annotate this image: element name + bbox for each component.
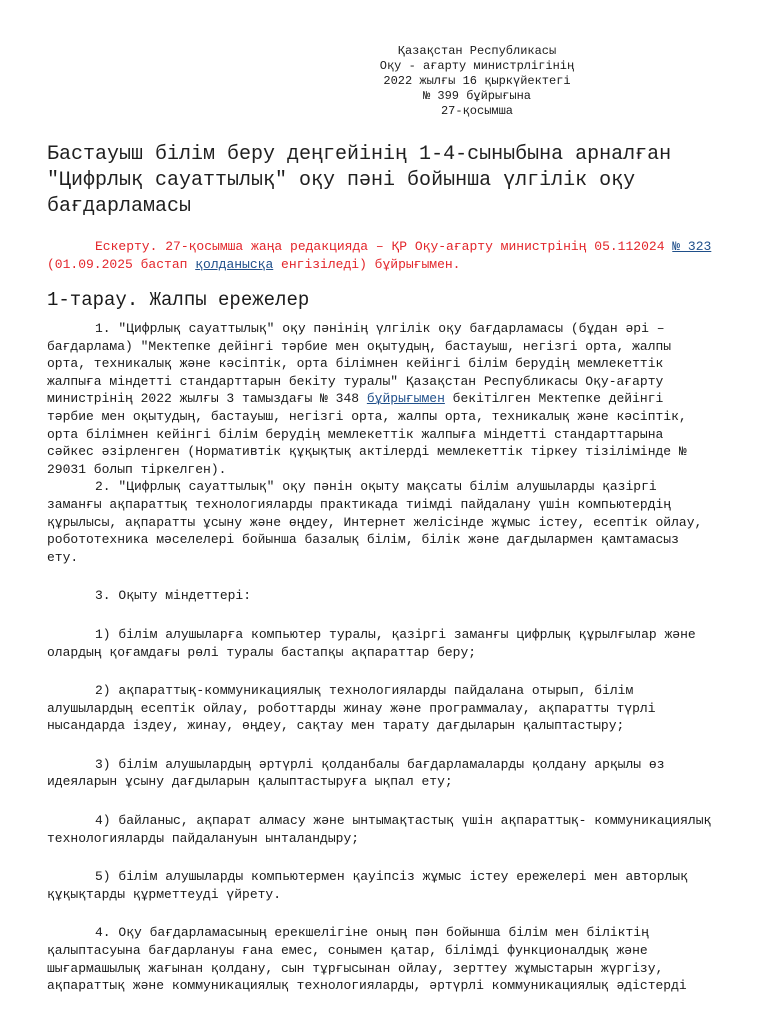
task-item: 4) байланыс, ақпарат алмасу және ынтымақтастық үшін ақпараттық- коммуникациялық технологияларды пайдалануын ынталандыру;: [47, 813, 712, 846]
order-323-link[interactable]: № 323: [672, 239, 712, 254]
document-body: [47, 320, 715, 995]
header-line: № 399 бұйрығына: [422, 89, 532, 103]
document-title: Бастауыш білім беру деңгейінің 1-4-сыныбына арналған "Цифрлық сауаттылық" оқу пәні бойынша үлгілік оқу бағдарламасы: [47, 143, 672, 218]
task-item: 1) білім алушыларға компьютер туралы, қазіргі заманғы цифрлық құрылғылар және олардың қоғамдағы рөлі туралы бастапқы ақпараттар беру;: [47, 626, 696, 660]
header-line: 27-қосымша: [440, 104, 513, 118]
task-item: 3) білім алушылардың әртүрлі қолданбалы бағдарламаларды қолдану арқылы өз идеяларын ұсыну дағдыларын қалыптастыруға ықпал ету;: [47, 756, 665, 790]
paragraph-3: 3. Оқыту міндеттері:: [95, 588, 252, 604]
paragraph-1: 1. "Цифрлық сауаттылық" оқу пәнінің үлгілік оқу бағдарламасы (бұдан әрі – бағдарлама) "Мектепке дейінгі тәрбие мен оқытудың, бастауыш, негізгі орта, жалпы орта, техникалық және кәсіптік, орта білімнен кейінгі білім берудің мемлекеттік жалпыға міндетті стандарттарын бекіту туралы" Қазақстан Республикасы Оқу-ағарту министрінің 2022 жылғы 3 тамыздағы № 348 бұйрығымен бекітілген Мектепке дейінгі тәрбие мен оқытудың, бастауыш, негізгі орта, жалпы орта, техникалық және кәсіптік, орта білімнен кейінгі білім берудің мемлекеттік жалпыға міндетті стандарттарына сәйкес әзірленген (Нормативтік құқықтық актілерді мемлекеттік тіркеу тізілімінде № 29031 болып тіркелген).: [47, 321, 687, 477]
chapter-heading: 1-тарау. Жалпы ережелер: [47, 289, 310, 311]
amendment-note: [47, 238, 715, 274]
header-line: 2022 жылғы 16 қыркүйектегі: [383, 74, 571, 88]
paragraph-2: 2. "Цифрлық сауаттылық" оқу пәнін оқыту мақсаты білім алушыларды қазіргі заманғы ақпараттық технологияларды практикада тиімді пайдалану үшін компьютердің құрылысы, ақпаратты ұсыну және өңдеу, Интернет желісінде жұмыс істеу, есептік ойлау, робототехника мәселелері бойынша базалық білім, білік және дағдылармен қамтамасыз ету.: [47, 479, 703, 565]
note-text: Ескерту. 27-қосымша жаңа редакцияда – ҚР Оқу-ағарту министрінің 05.112024: [95, 239, 673, 254]
spacer: [47, 566, 715, 587]
note-text: енгізіледі) бұйрығымен.: [273, 257, 461, 272]
spacer: [47, 791, 715, 812]
task-item: 5) білім алушыларды компьютермен қауіпсіз жұмыс істеу ережелері мен авторлық құқықтарды құрметтеуді үйрету.: [47, 869, 688, 902]
appendix-header: [347, 44, 607, 119]
spacer: [47, 847, 715, 868]
enforcement-link[interactable]: қолданысқа: [195, 257, 274, 272]
paragraph-4: 4. Оқу бағдарламасының ерекшелігіне оның пән бойынша білім мен біліктің қалыптасуына бағдарлануы ғана емес, сонымен қатар, білімді функционалдық және шығармашылық жағынан қолдану, сын тұрғысынан ойлау, зерттеу жұмыстарын жүргізу, ақпараттық және коммуникациялық технологияларды, әртүрлі коммуникациялық әдістерді: [47, 925, 687, 994]
header-line: Оқу - ағарту министрлігінің: [379, 59, 575, 73]
document-page: [47, 44, 715, 995]
note-text: (01.09.2025 бастап: [47, 257, 196, 272]
order-348-link[interactable]: бұйрығымен: [366, 391, 445, 407]
spacer: [47, 605, 715, 626]
spacer: [47, 903, 715, 924]
header-line: Қазақстан Республикасы: [397, 44, 557, 58]
task-item: 2) ақпараттық-коммуникациялық технологияларды пайдалана отырып, білім алушылардың есептік ойлау, роботтарды жинау және программалау, ақпаратты түрлі нысандарда іздеу, жинау, өңдеу, сақтау мен тарату дағдыларын қалыптастыру;: [47, 683, 656, 734]
spacer: [47, 661, 715, 682]
spacer: [47, 735, 715, 756]
